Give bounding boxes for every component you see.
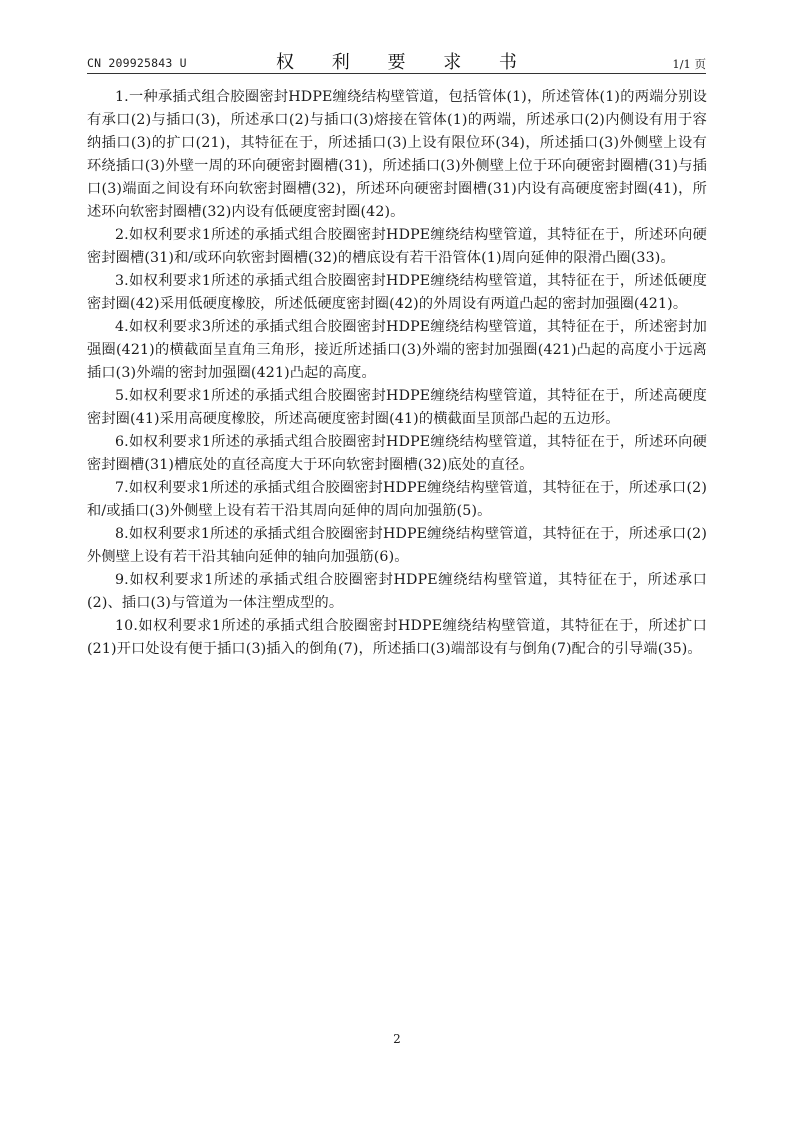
- page-header: [87, 46, 706, 74]
- claim-7: 7.如权利要求1所述的承插式组合胶圈密封HDPE缠绕结构壁管道，其特征在于，所述承口(2)和/或插口(3)外侧壁上设有若干沿其周向延伸的周向加强筋(5)。: [87, 480, 707, 519]
- publication-number: CN 209925843 U: [87, 56, 187, 70]
- claim-3: 3.如权利要求1所述的承插式组合胶圈密封HDPE缠绕结构壁管道，其特征在于，所述低硬度密封圈(42)采用低硬度橡胶，所述低硬度密封圈(42)的外周设有两道凸起的密封加强圈(421)。: [87, 273, 707, 312]
- document-title: 权 利 要 求 书: [276, 52, 533, 73]
- claim-2: 2.如权利要求1所述的承插式组合胶圈密封HDPE缠绕结构壁管道，其特征在于，所述环向硬密封圈槽(31)和/或环向软密封圈槽(32)的槽底设有若干沿管体(1)周向延伸的限滑凸圈(33)。: [87, 227, 707, 266]
- claim-8: 8.如权利要求1所述的承插式组合胶圈密封HDPE缠绕结构壁管道，其特征在于，所述承口(2)外侧壁上设有若干沿其轴向延伸的轴向加强筋(6)。: [87, 526, 707, 565]
- claim-6: 6.如权利要求1所述的承插式组合胶圈密封HDPE缠绕结构壁管道，其特征在于，所述环向硬密封圈槽(31)槽底处的直径高度大于环向软密封圈槽(32)底处的直径。: [87, 434, 707, 473]
- claim-5: 5.如权利要求1所述的承插式组合胶圈密封HDPE缠绕结构壁管道，其特征在于，所述高硬度密封圈(41)采用高硬度橡胶，所述高硬度密封圈(41)的横截面呈顶部凸起的五边形。: [87, 388, 707, 427]
- claim-1: 1.一种承插式组合胶圈密封HDPE缠绕结构壁管道，包括管体(1)，所述管体(1)的两端分别设有承口(2)与插口(3)，所述承口(2)与插口(3)熔接在管体(1)的两端，所述承口(2)内侧设有用于容纳插口(3)的扩口(21)，其特征在于，所述插口(3)上设有限位环(34)，所述插口(3)外侧壁上设有环绕插口(3)外壁一周的环向硬密封圈槽(31)，所述插口(3)外侧壁上位于环向硬密封圈槽(31)与插口(3)端面之间设有环向软密封圈槽(32)，所述环向硬密封圈槽(31)内设有高硬度密封圈(41)，所述环向软密封圈槽(32)内设有低硬度密封圈(42)。: [87, 89, 707, 220]
- claim-4: 4.如权利要求3所述的承插式组合胶圈密封HDPE缠绕结构壁管道，其特征在于，所述密封加强圈(421)的横截面呈直角三角形，接近所述插口(3)外端的密封加强圈(421)凸起的高度小于远离插口(3)外端的密封加强圈(421)凸起的高度。: [87, 319, 707, 381]
- page-number: 2: [393, 1032, 401, 1046]
- claims-list: [87, 86, 707, 661]
- claim-9: 9.如权利要求1所述的承插式组合胶圈密封HDPE缠绕结构壁管道，其特征在于，所述承口(2)、插口(3)与管道为一体注塑成型的。: [87, 572, 707, 611]
- claim-10: 10.如权利要求1所述的承插式组合胶圈密封HDPE缠绕结构壁管道，其特征在于，所述扩口(21)开口处设有便于插口(3)插入的倒角(7)，所述插口(3)端部设有与倒角(7)配合的引导端(35)。: [87, 618, 707, 657]
- header-divider: [87, 73, 706, 74]
- page-count: 1/1 页: [672, 57, 706, 71]
